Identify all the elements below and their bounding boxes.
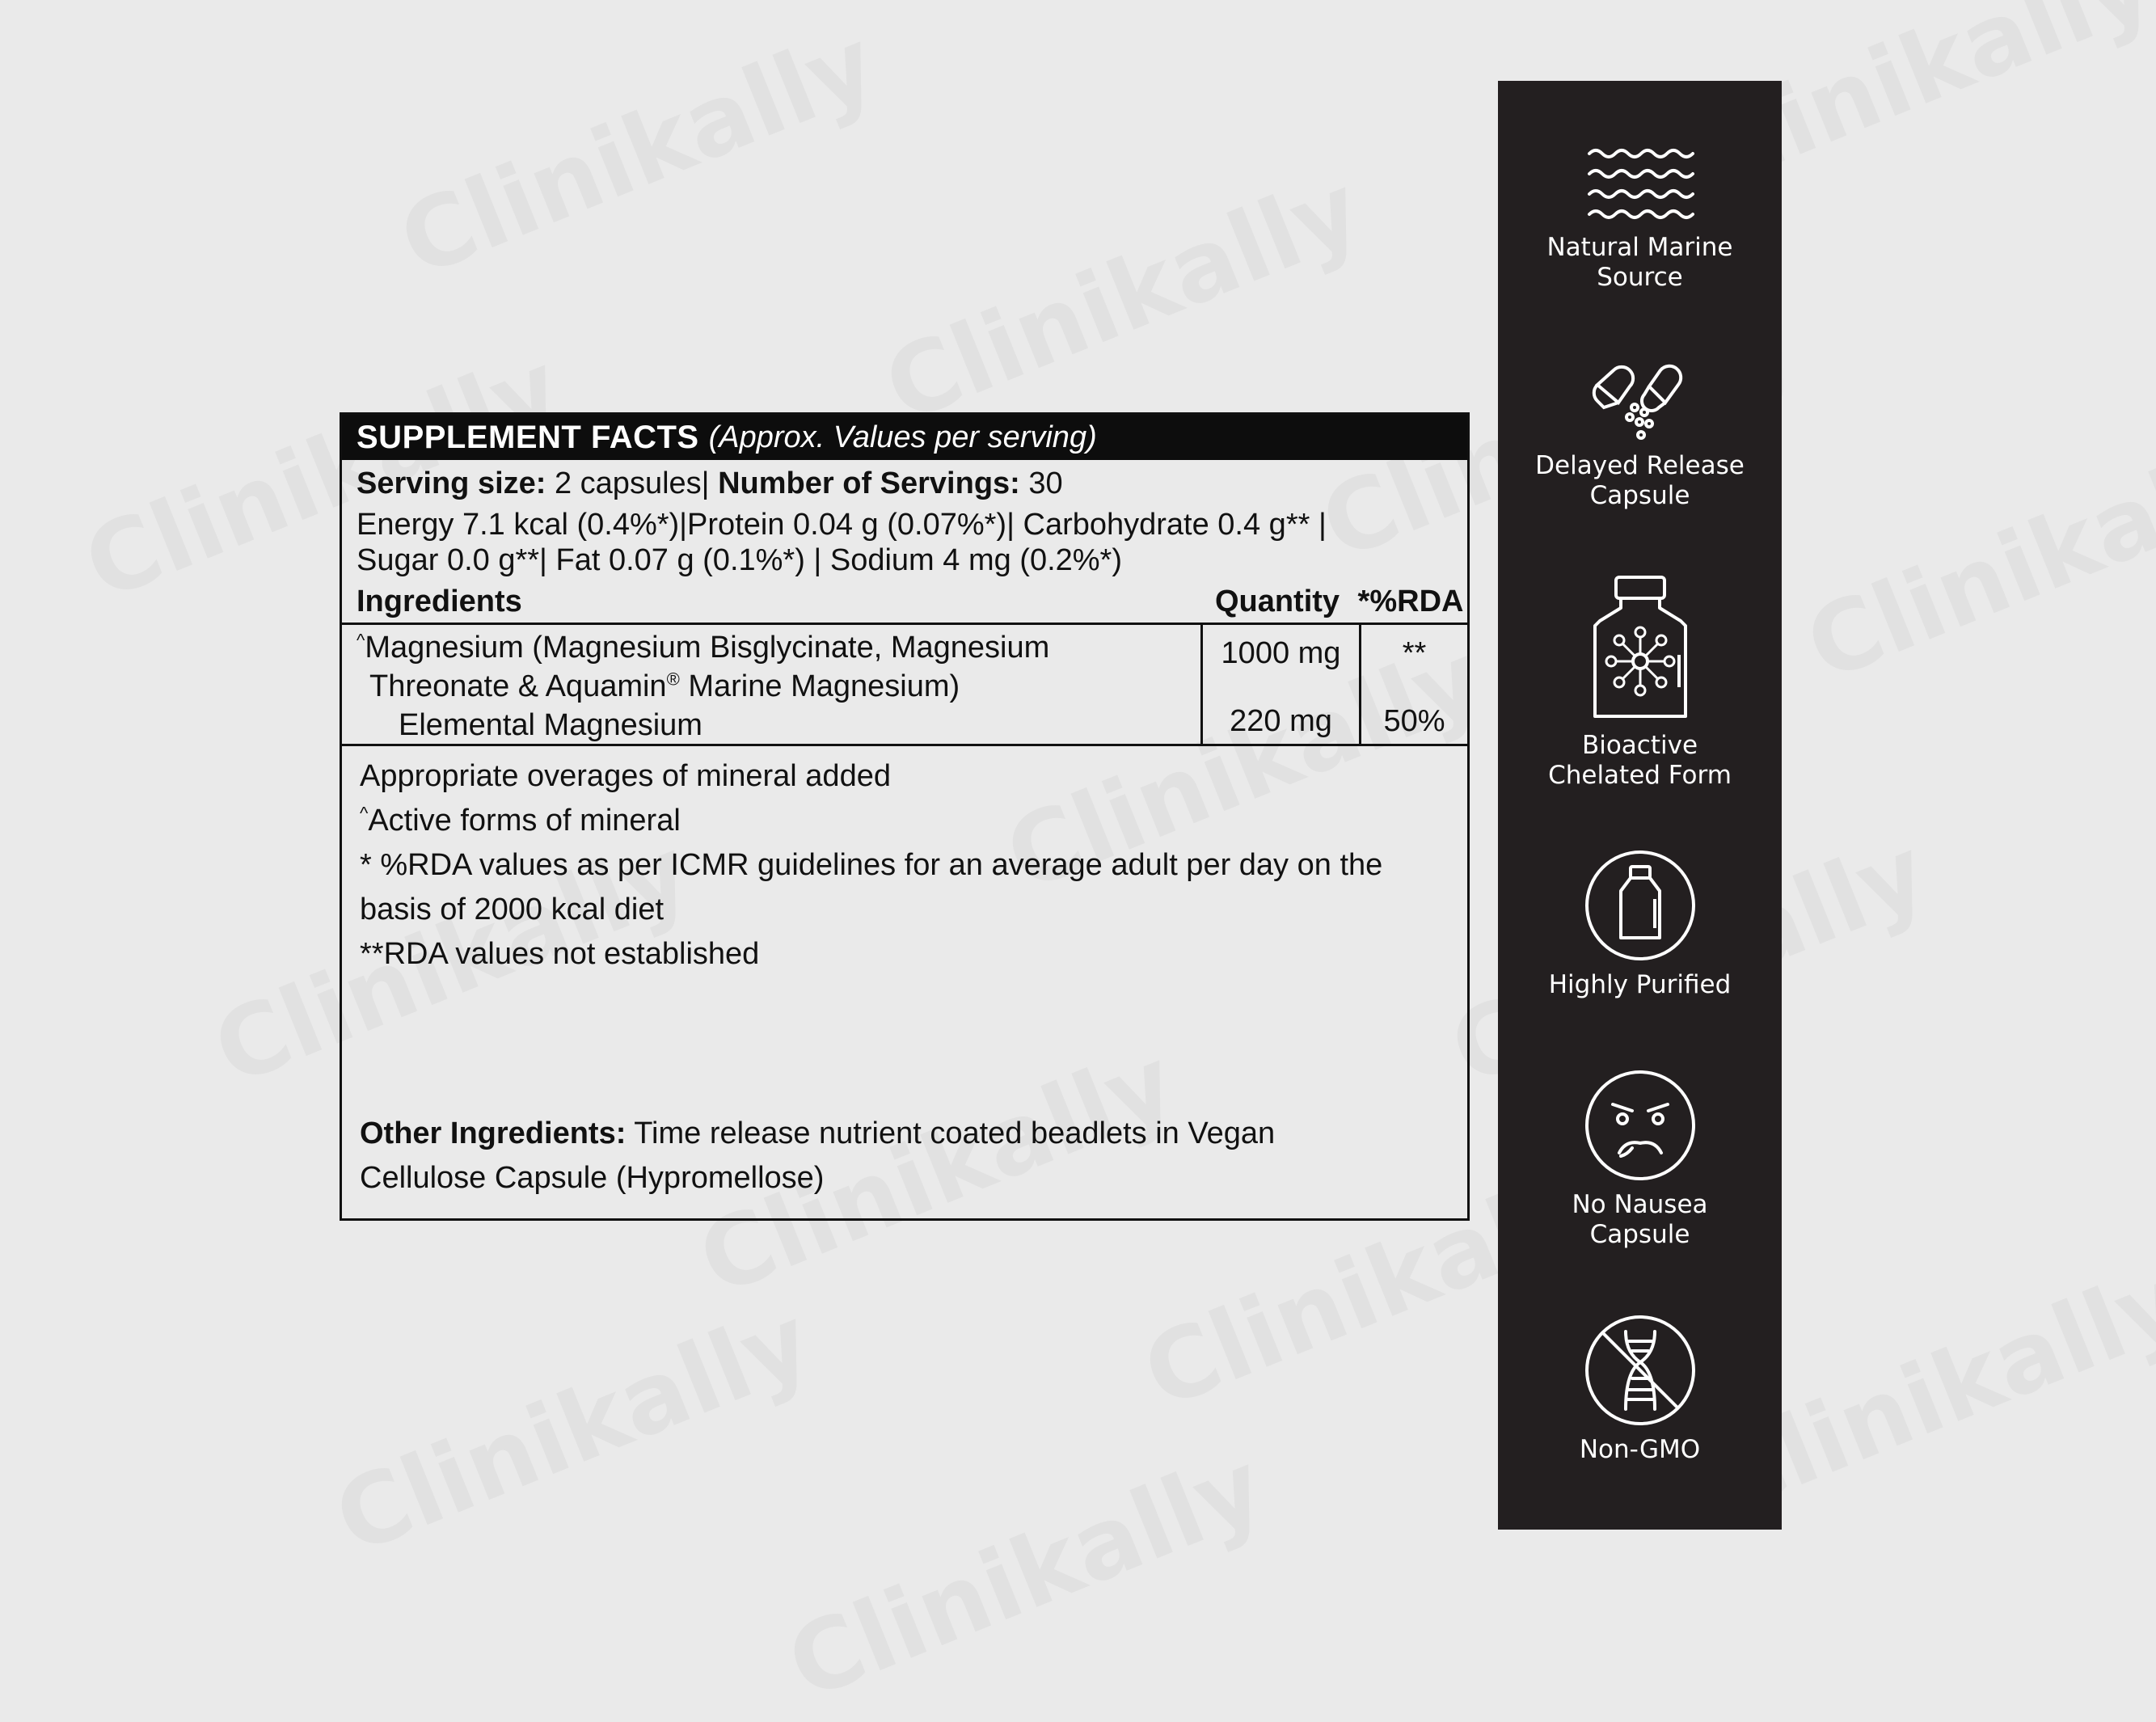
facts-title: SUPPLEMENT FACTS (357, 419, 699, 455)
feature-label (1498, 233, 1782, 293)
active-marker: ^ (357, 630, 365, 651)
ingredient-name-cont: Threonate & Aquamin (369, 669, 667, 703)
ingredient-name-cell (342, 625, 1200, 744)
feature-delayed-release (1498, 362, 1782, 511)
serving-size-label: Serving size: (357, 466, 546, 500)
nutrients-block (342, 507, 1467, 578)
watermark (385, 7, 890, 298)
feature-label-line: Capsule (1589, 481, 1690, 510)
footnote: Appropriate overages of mineral added (360, 759, 891, 793)
serving-line (342, 465, 1467, 502)
ingredient-subline: Elemental Magnesium (399, 708, 702, 742)
servings-label: Number of Servings: (718, 466, 1020, 500)
quantity-header: Quantity (1214, 585, 1340, 618)
feature-label-line: Non-GMO (1579, 1435, 1701, 1464)
feature-label (1498, 1435, 1782, 1465)
other-ingredients-text: Cellulose Capsule (Hypromellose) (360, 1161, 825, 1195)
rda-header: *%RDA (1357, 585, 1464, 618)
feature-label (1498, 451, 1782, 511)
rda-main: ** (1402, 636, 1427, 670)
footnote: basis of 2000 kcal diet (360, 893, 665, 926)
footnote-text: Active forms of mineral (368, 804, 681, 838)
ingredient-row (342, 625, 1467, 746)
nutrients-line: Energy 7.1 kcal (0.4%*)|Protein 0.04 g (0.07%*)| Carbohydrate 0.4 g** | (357, 508, 1327, 542)
ingredients-header-row (342, 578, 1467, 625)
footnote (360, 799, 1453, 843)
registered-mark: ® (666, 669, 680, 690)
non-gmo-icon (1584, 1314, 1697, 1427)
purified-bottle-icon (1584, 849, 1697, 962)
feature-label-line: Chelated Form (1548, 761, 1732, 790)
other-ingredients (360, 1112, 1419, 1201)
watermark (870, 153, 1375, 444)
watermark (1791, 412, 2156, 703)
quantity-main: 1000 mg (1221, 636, 1341, 670)
ingredient-line (357, 628, 1200, 667)
footnotes (342, 746, 1467, 977)
other-ingredients-text: Time release nutrient coated beadlets in Vegan (626, 1116, 1276, 1150)
feature-label-line: No Nausea (1572, 1190, 1708, 1219)
active-marker: ^ (360, 803, 369, 824)
feature-label-line: Capsule (1589, 1220, 1690, 1249)
quantity-cell (1200, 625, 1359, 744)
feature-label-line: Natural Marine (1546, 233, 1733, 262)
feature-label-line: Bioactive (1581, 731, 1698, 760)
rda-cell (1359, 625, 1467, 744)
feature-natural-marine (1498, 144, 1782, 293)
footnote: **RDA values not established (360, 937, 760, 971)
bottle-molecule-icon (1584, 574, 1697, 723)
ingredients-header: Ingredients (357, 585, 522, 618)
supplement-facts-panel (340, 412, 1470, 1221)
features-sidebar (1498, 81, 1782, 1530)
capsule-icon (1588, 362, 1693, 443)
serving-size-value: 2 capsules| (554, 466, 710, 500)
waves-icon (1586, 144, 1694, 225)
footnote: * %RDA values as per ICMR guidelines for an average adult per day on the (360, 848, 1383, 882)
ingredient-name: Magnesium (Magnesium Bisglycinate, Magnesium (365, 631, 1050, 665)
watermark (320, 1285, 825, 1576)
feature-label (1498, 970, 1782, 1000)
nausea-face-icon (1584, 1069, 1697, 1182)
servings-value: 30 (1028, 466, 1063, 500)
feature-label (1498, 731, 1782, 791)
feature-label-line: Source (1597, 263, 1683, 292)
nutrients-line: Sugar 0.0 g**| Fat 0.07 g (0.1%*) | Sodium 4 mg (0.2%*) (357, 543, 1122, 577)
feature-non-gmo (1498, 1314, 1782, 1465)
feature-label-line: Delayed Release (1535, 451, 1745, 480)
watermark (773, 1430, 1278, 1721)
ingredient-line (357, 667, 1200, 706)
feature-bioactive (1498, 574, 1782, 791)
rda-sub: 50% (1383, 704, 1445, 738)
other-ingredients-label: Other Ingredients: (360, 1116, 627, 1150)
feature-label (1498, 1190, 1782, 1250)
facts-header (342, 415, 1467, 460)
feature-no-nausea (1498, 1069, 1782, 1250)
feature-label-line: Highly Purified (1548, 970, 1732, 999)
facts-subtitle: (Approx. Values per serving) (708, 420, 1097, 454)
feature-highly-purified (1498, 849, 1782, 1000)
quantity-sub: 220 mg (1230, 704, 1332, 738)
ingredient-name-cont: Marine Magnesium) (679, 669, 960, 703)
